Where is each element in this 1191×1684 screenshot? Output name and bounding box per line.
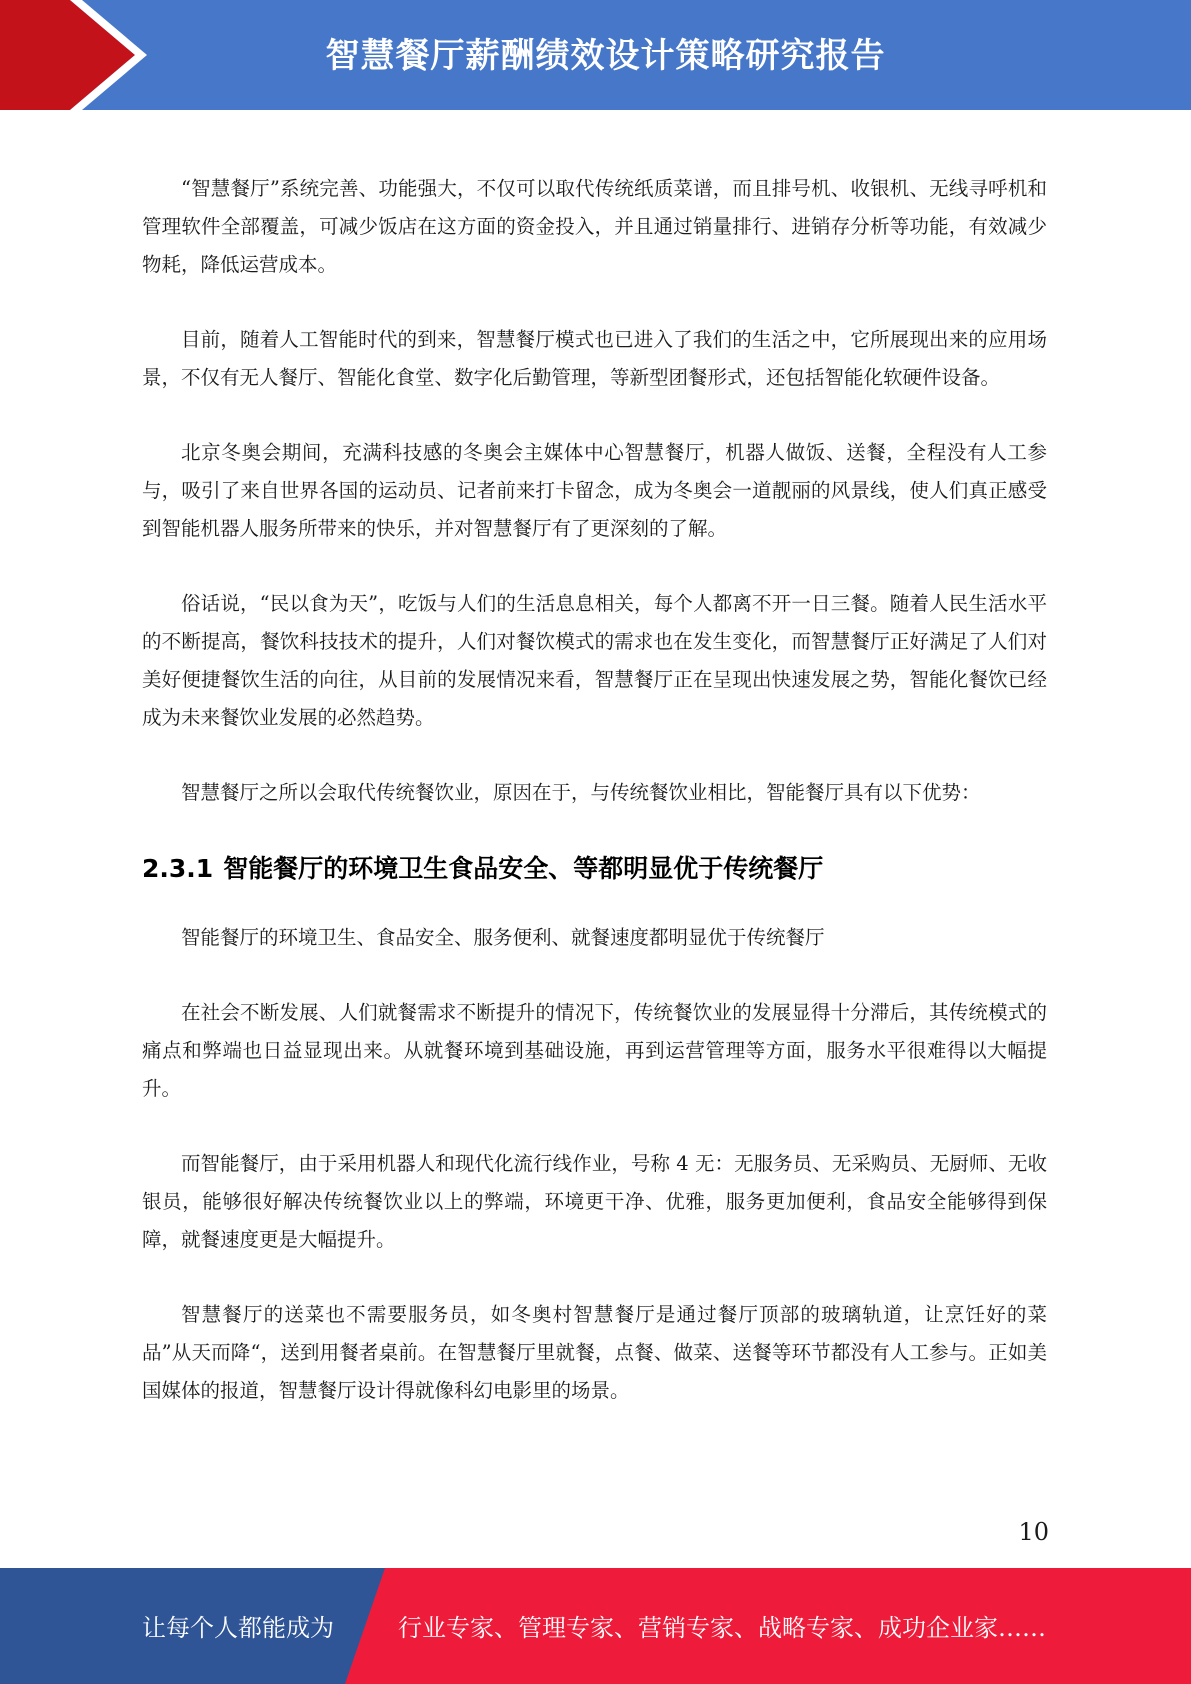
paragraph: 在社会不断发展、人们就餐需求不断提升的情况下，传统餐饮业的发展显得十分滞后，其传统模式的痛点和弊端也日益显现出来。从就餐环境到基础设施，再到运营管理等方面，服务水平很难得以大幅提升。 <box>142 1001 1047 1100</box>
page-footer <box>0 1568 1191 1684</box>
paragraph: 俗话说，“民以食为天”，吃饭与人们的生活息息相关，每个人都离不开一日三餐。随着人民生活水平的不断提高，餐饮科技技术的提升，人们对餐饮模式的需求也在发生变化，而智慧餐厅正好满足了人们对美好便捷餐饮生活的向往，从目前的发展情况来看，智慧餐厅正在呈现出快速发展之势，智能化餐饮已经成为未来餐饮业发展的必然趋势。 <box>142 592 1047 729</box>
report-title: 智慧餐厅薪酬绩效设计策略研究报告 <box>325 36 886 76</box>
paragraph: 目前，随着人工智能时代的到来，智慧餐厅模式也已进入了我们的生活之中，它所展现出来的应用场景，不仅有无人餐厅、智能化食堂、数字化后勤管理，等新型团餐形式，还包括智能化软硬件设备。 <box>142 328 1047 389</box>
paragraph: 智慧餐厅的送菜也不需要服务员，如冬奥村智慧餐厅是通过餐厅顶部的玻璃轨道，让烹饪好的菜品”从天而降“，送到用餐者桌前。在智慧餐厅里就餐，点餐、做菜、送餐等环节都没有人工参与。正如美国媒体的报道，智慧餐厅设计得就像科幻电影里的场景。 <box>142 1303 1047 1402</box>
footer-slogan-left: 让每个人都能成为 <box>142 1614 334 1642</box>
footer-slogan-right: 行业专家、管理专家、营销专家、战略专家、成功企业家…… <box>398 1614 1046 1642</box>
page-number: 10 <box>1018 1518 1049 1546</box>
paragraph: “智慧餐厅”系统完善、功能强大，不仅可以取代传统纸质菜谱，而且排号机、收银机、无线寻呼机和管理软件全部覆盖，可减少饭店在这方面的资金投入，并且通过销量排行、进销存分析等功能，有效减少物耗，降低运营成本。 <box>142 177 1047 276</box>
paragraph: 北京冬奥会期间，充满科技感的冬奥会主媒体中心智慧餐厅，机器人做饭、送餐，全程没有人工参与，吸引了来自世界各国的运动员、记者前来打卡留念，成为冬奥会一道靓丽的风景线，使人们真正感受到智能机器人服务所带来的快乐，并对智慧餐厅有了更深刻的了解。 <box>142 441 1047 540</box>
document-body <box>142 170 1047 1447</box>
page-header <box>0 0 1191 110</box>
section-number: 2.3.1 <box>142 854 214 883</box>
paragraph: 智慧餐厅之所以会取代传统餐饮业，原因在于，与传统餐饮业相比，智能餐厅具有以下优势： <box>181 781 981 804</box>
paragraph: 而智能餐厅，由于采用机器人和现代化流行线作业，号称 4 无：无服务员、无采购员、无厨师、无收银员，能够很好解决传统餐饮业以上的弊端，环境更干净、优雅，服务更加便利，食品安全能够得到保障，就餐速度更是大幅提升。 <box>142 1152 1047 1251</box>
section-heading <box>142 849 1047 889</box>
paragraph: 智能餐厅的环境卫生、食品安全、服务便利、就餐速度都明显优于传统餐厅 <box>181 926 825 949</box>
section-title: 智能餐厅的环境卫生食品安全、等都明显优于传统餐厅 <box>223 854 824 883</box>
